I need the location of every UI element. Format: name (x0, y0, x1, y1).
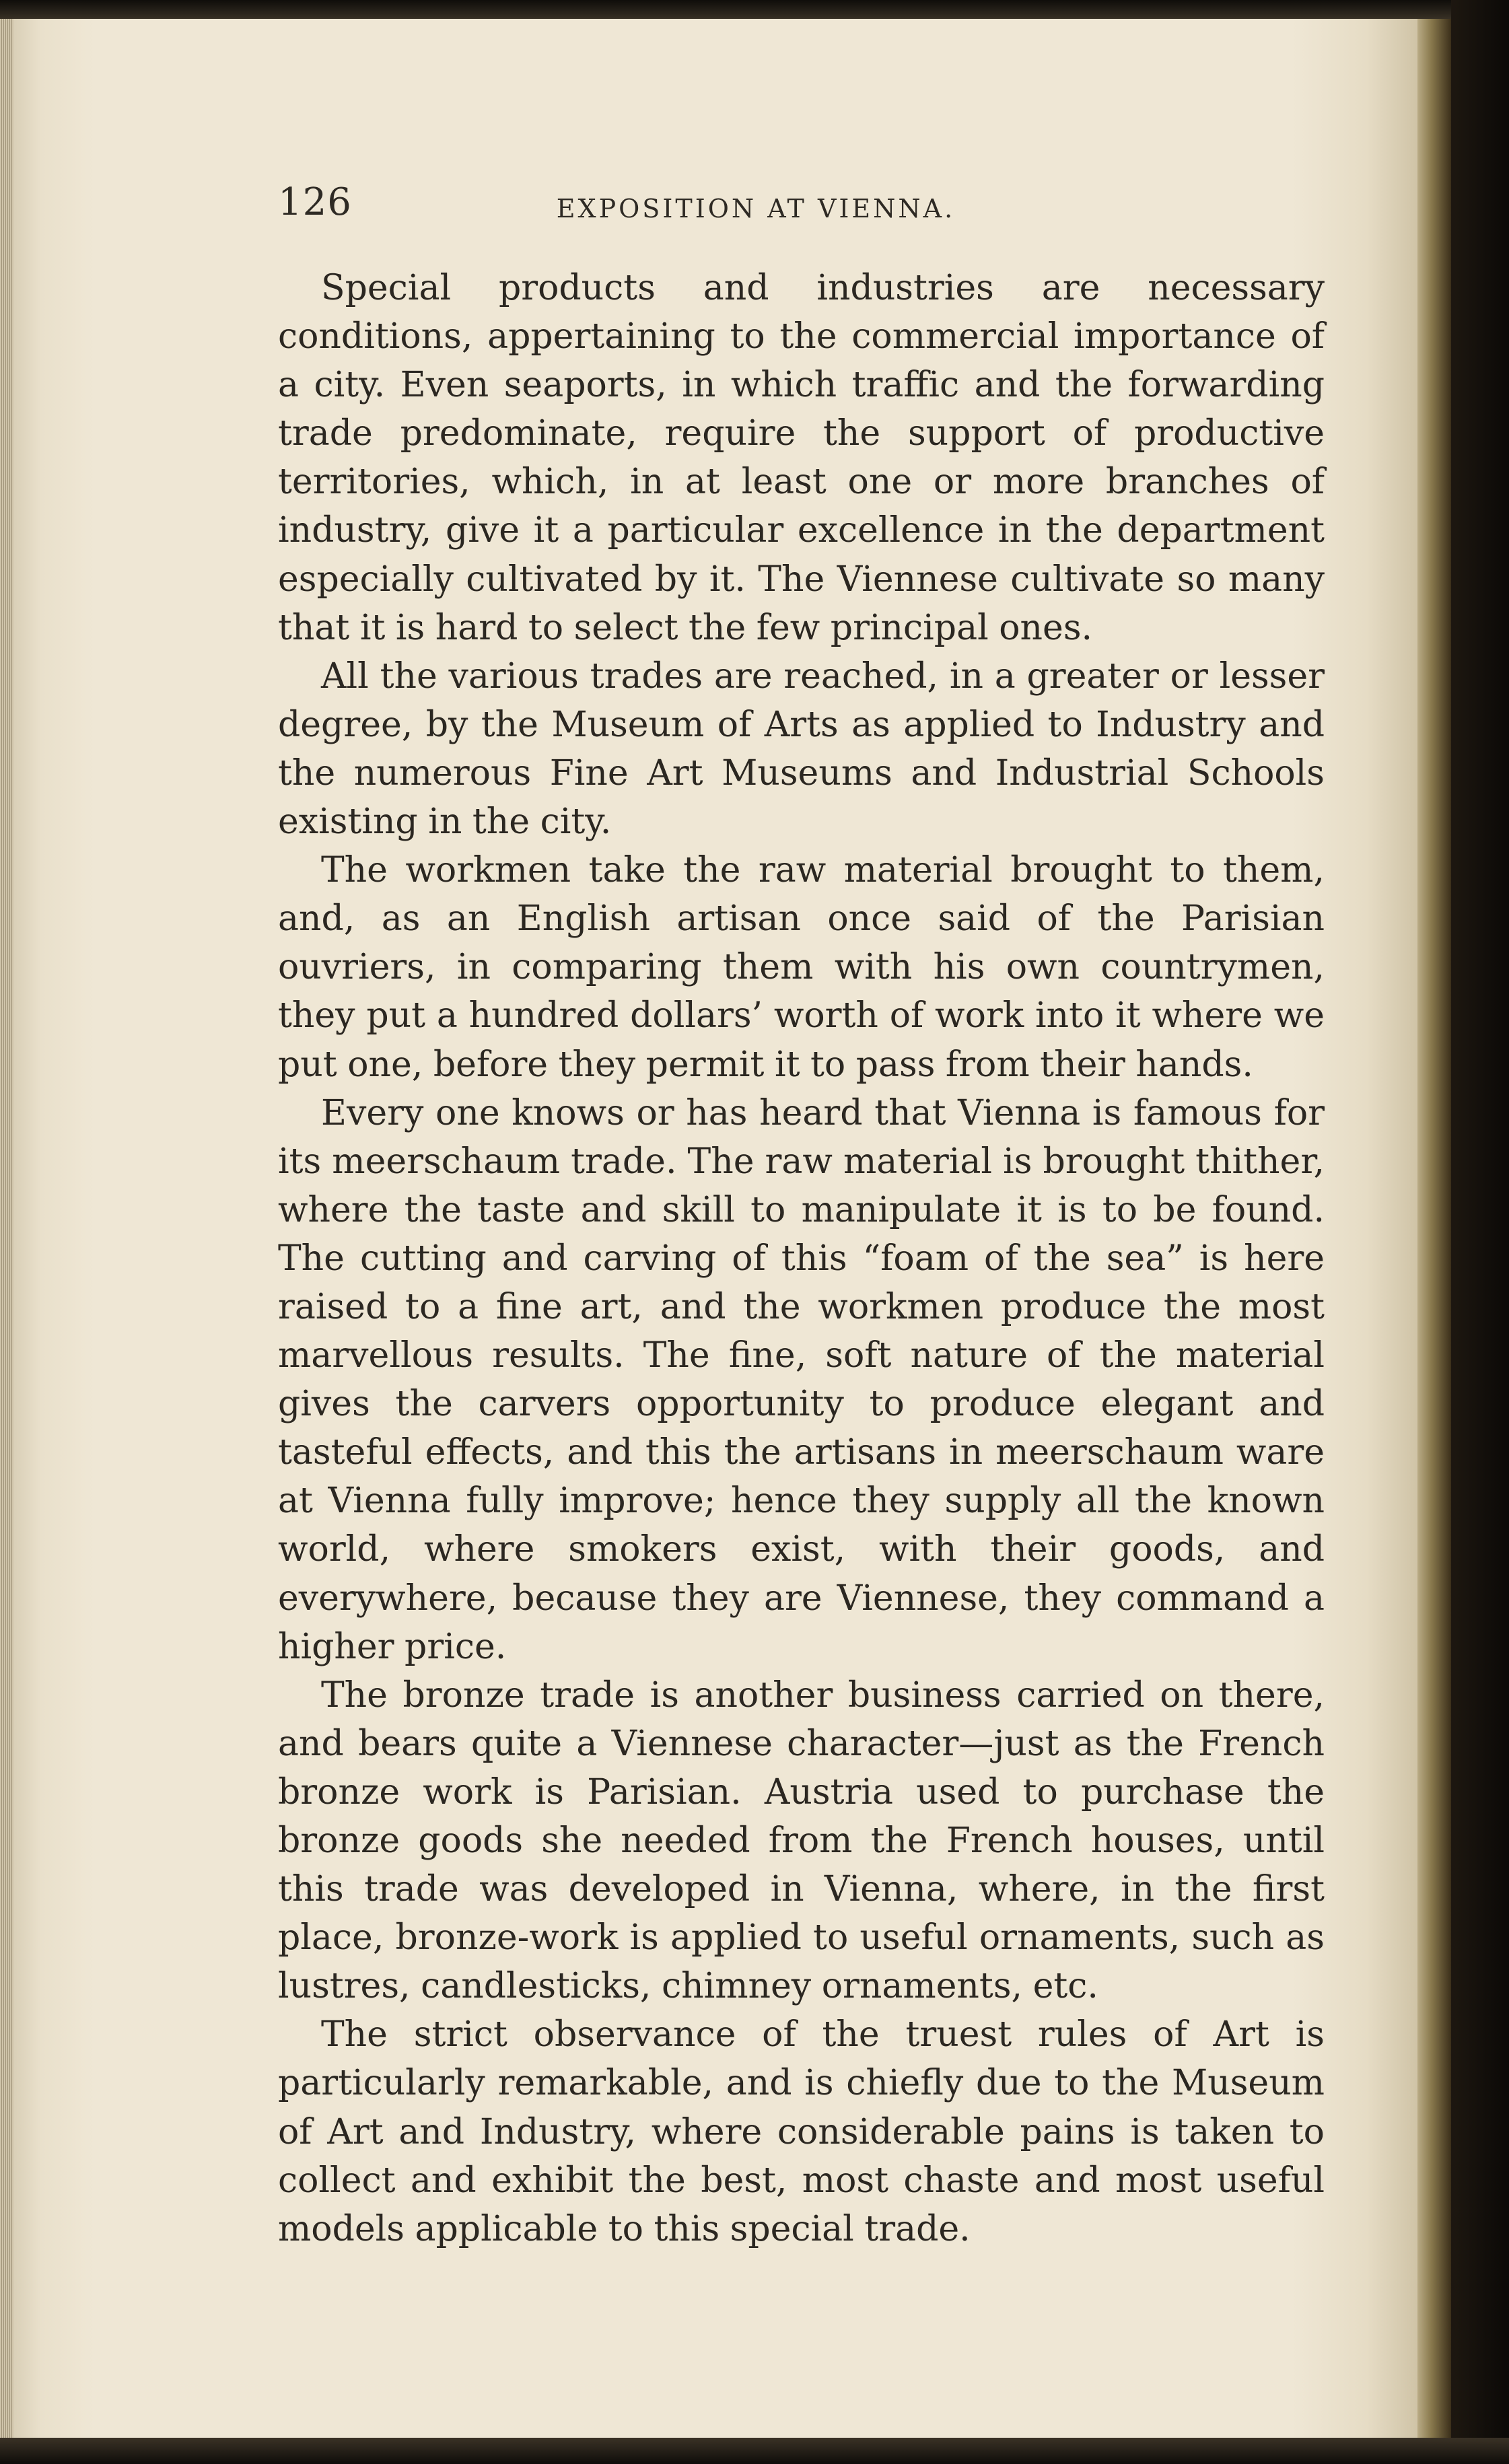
book-cover-edge (1451, 0, 1509, 2464)
page-header (278, 180, 1234, 234)
paragraph: Every one knows or has heard that Vienna is famous for its meerschaum trade. The raw material is brought thither, where the taste and skill to manipulate it is to be found. The cutting and carving of this “foam of the sea” is here raised to a fine art, and the workmen produce the most marvellous results. The fine, soft nature of the material gives the carvers opportunity to produce elegant and tasteful effects, and this the artisans in meerschaum ware at Vienna fully improve; hence they supply all the known world, where smokers exist, with their goods, and everywhere, because they are Viennese, they command a higher price. (278, 1092, 1325, 1667)
page-number: 126 (278, 180, 352, 224)
body-text (278, 264, 1325, 2253)
scan-bottom-edge (0, 2438, 1509, 2464)
paragraph: Special products and industries are necessary conditions, appertaining to the commercial importance of a city. Even seaports, in which traffic and the forwarding trade predominate, require the support of productive territories, which, in at least one or more branches of industry, give it a particular excellence in the department especially cultivated by it. The Viennese cultivate so many that it is hard to select the few principal ones. (278, 268, 1325, 648)
paragraph: The strict observance of the truest rules of Art is particularly remarkable, and is chiefly due to the Museum of Art and Industry, where considerable pains is taken to collect and exhibit the best, most chaste and most useful models applicable to this special trade. (278, 2014, 1325, 2249)
paragraph: The bronze trade is another business carried on there, and bears quite a Viennese character—just as the French bronze work is Parisian. Austria used to purchase the bronze goods she needed from the French houses, until this trade was developed in Vienna, where, in the first place, bronze-work is applied to useful ornaments, such as lustres, candlesticks, chimney ornaments, etc. (278, 1675, 1325, 2007)
book-spine (1417, 19, 1451, 2439)
paragraph: All the various trades are reached, in a greater or lesser degree, by the Museum of Arts as applied to Industry and the numerous Fine Art Museums and Industrial Schools existing in the city. (278, 656, 1325, 843)
running-head: EXPOSITION AT VIENNA. (556, 194, 956, 223)
paragraph: The workmen take the raw material brought to them, and, as an English artisan once said of the Parisian ouvriers, in comparing them with his own countrymen, they put a hundred dollars’ worth of work into it where we put one, before they permit it to pass from their hands. (278, 850, 1325, 1085)
scan-top-edge (0, 0, 1509, 20)
